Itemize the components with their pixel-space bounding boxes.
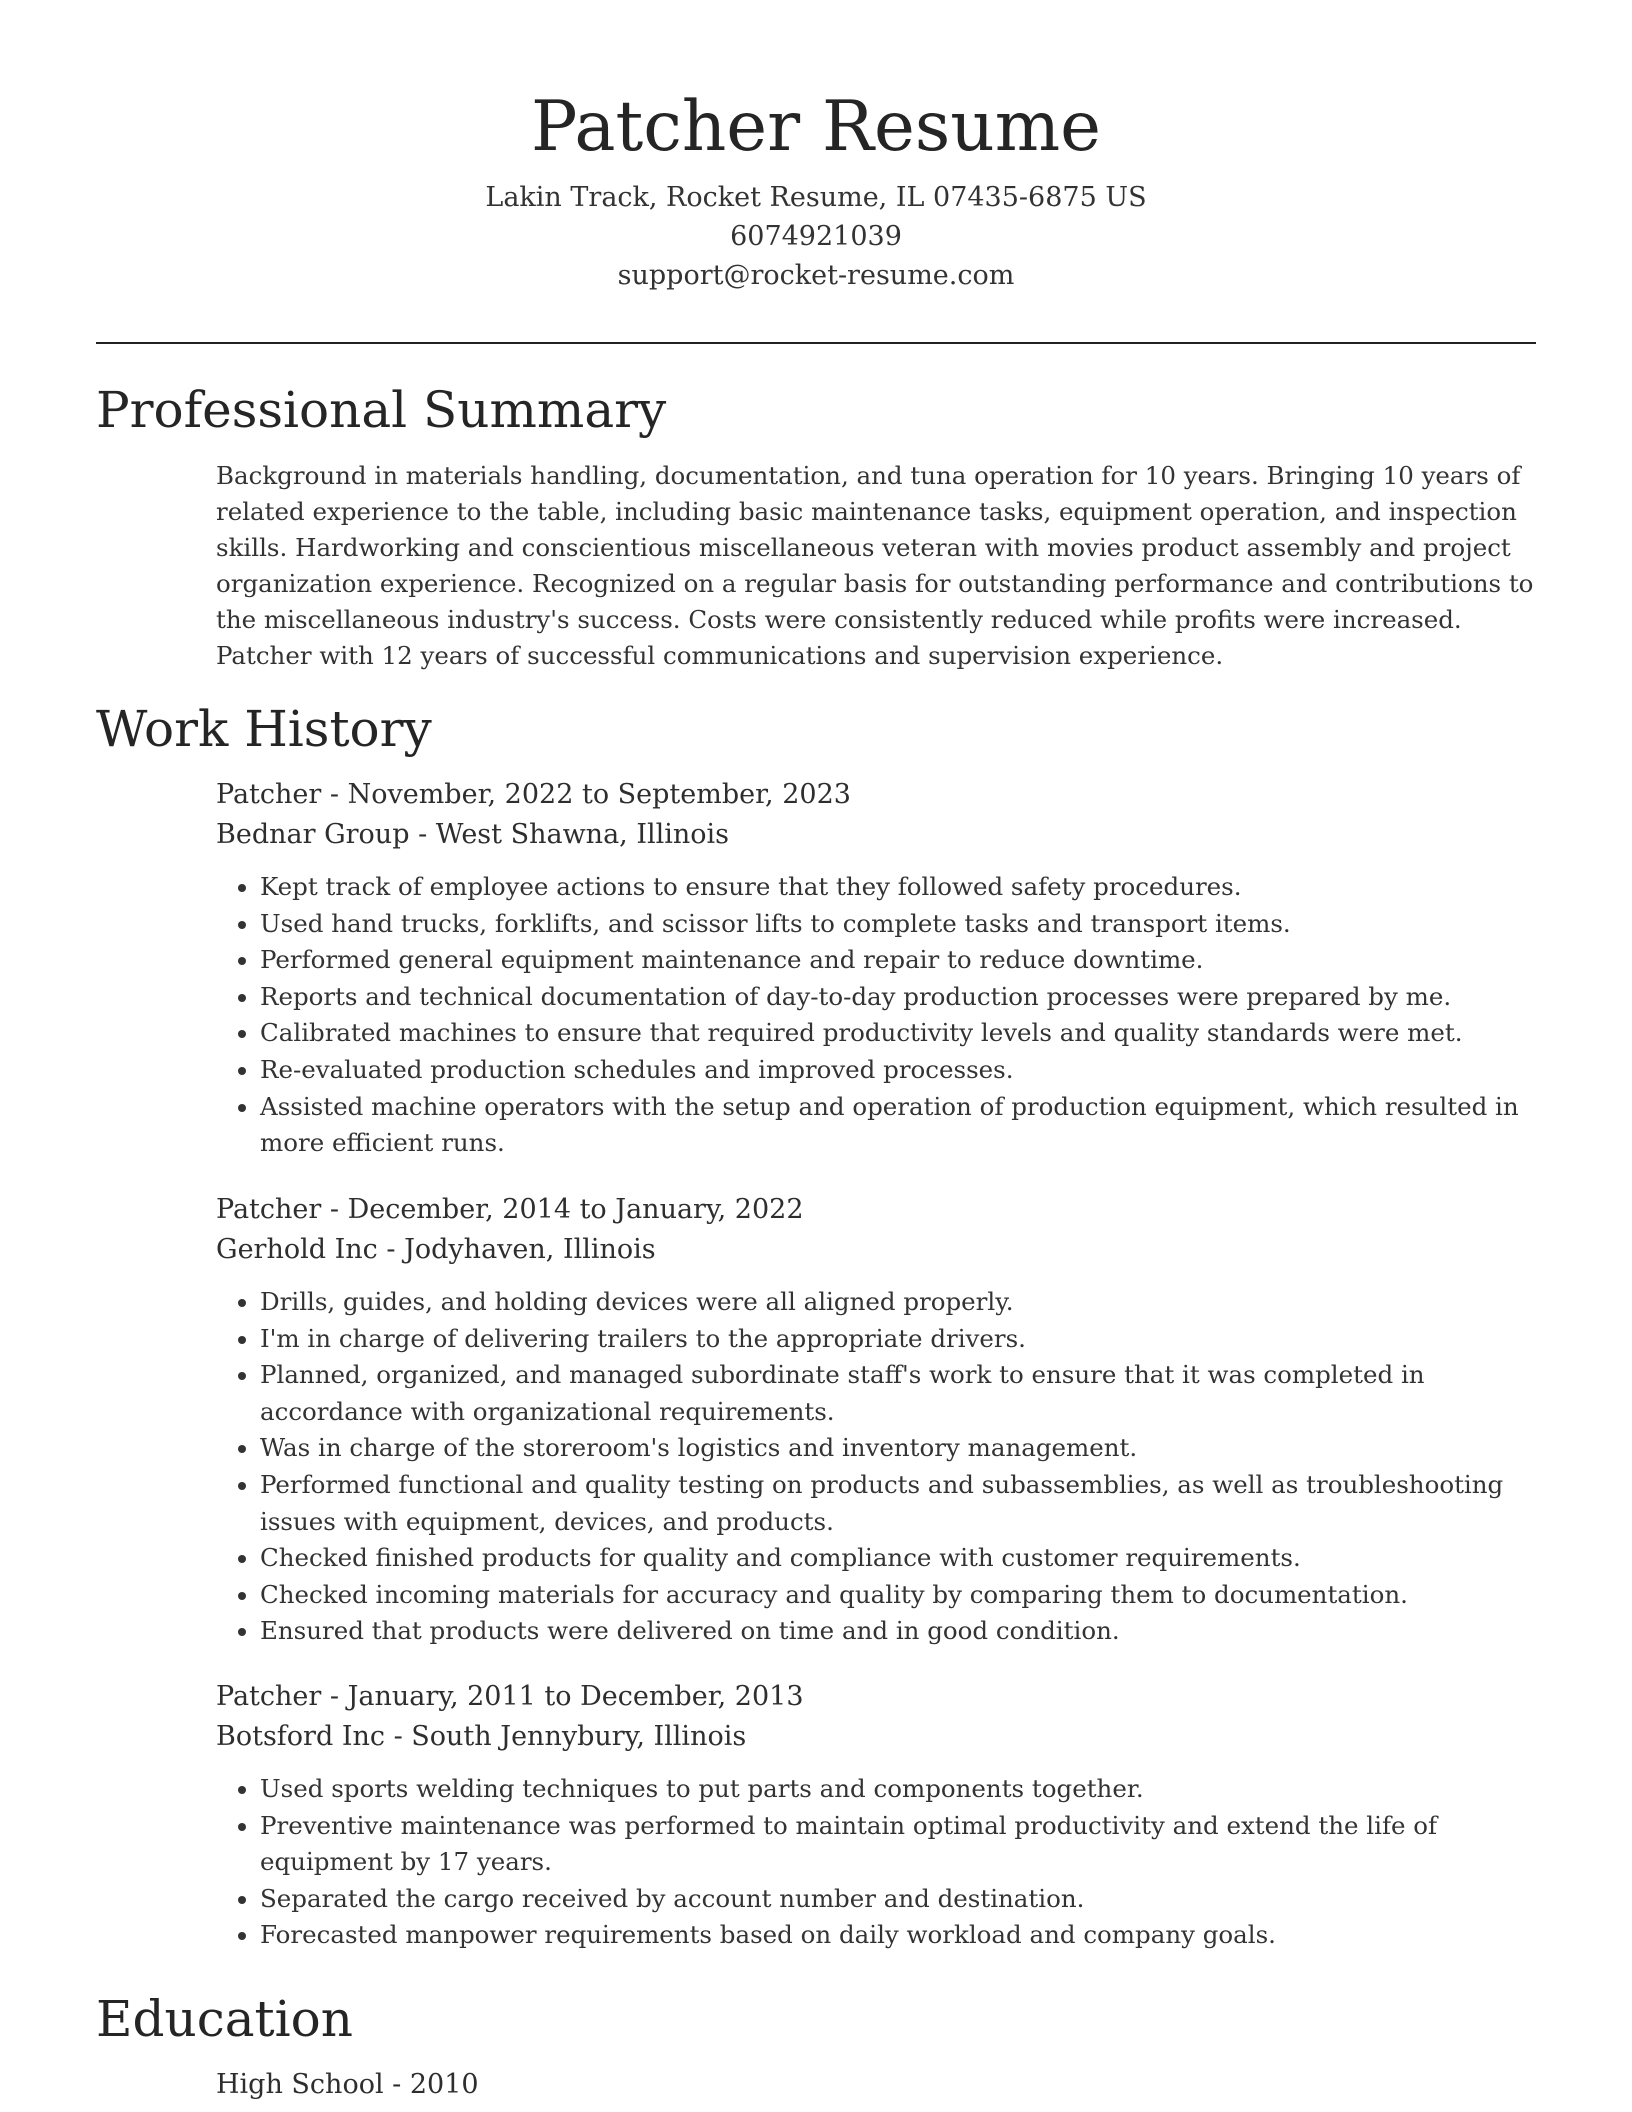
list-item: • Separated the cargo received by account number and destination.	[260, 1881, 1536, 1918]
contact-info	[0, 178, 1632, 295]
job-company-line: Bednar Group - West Shawna, Illinois	[216, 819, 730, 850]
list-item: • Forecasted manpower requirements based on daily workload and company goals.	[260, 1917, 1536, 1954]
address: Lakin Track, Rocket Resume, IL 07435-6875 US	[485, 182, 1147, 213]
list-item: • Planned, organized, and managed subordinate staff's work to ensure that it was completed in accordance with organizational requirements.	[260, 1357, 1536, 1430]
education-heading: Education	[96, 1990, 353, 2048]
list-item: • Preventive maintenance was performed to maintain optimal productivity and extend the life of equipment by 17 years.	[260, 1808, 1536, 1881]
email: support@rocket-resume.com	[617, 260, 1015, 291]
list-item: • Re-evaluated production schedules and improved processes.	[260, 1052, 1536, 1089]
list-item: • Checked finished products for quality and compliance with customer requirements.	[260, 1540, 1536, 1577]
list-item: • I'm in charge of delivering trailers to the appropriate drivers.	[260, 1321, 1536, 1358]
list-item: • Performed functional and quality testing on products and subassemblies, as well as troubleshooting issues with equipment, devices, and products.	[260, 1467, 1536, 1540]
job-bullets	[216, 1771, 1536, 1954]
phone: 6074921039	[730, 221, 902, 252]
work-history-heading: Work History	[96, 700, 432, 758]
resume-header	[0, 82, 1632, 295]
job-1	[216, 775, 1536, 1162]
job-2	[216, 1190, 1536, 1650]
list-item: • Ensured that products were delivered on time and in good condition.	[260, 1613, 1536, 1650]
job-title-line: Patcher - January, 2011 to December, 2013	[216, 1681, 804, 1712]
list-item: • Kept track of employee actions to ensure that they followed safety procedures.	[260, 869, 1536, 906]
header-divider	[96, 342, 1536, 344]
job-bullets	[216, 869, 1536, 1162]
list-item: • Used sports welding techniques to put parts and components together.	[260, 1771, 1536, 1808]
education-entry: High School - 2010	[216, 2069, 479, 2100]
job-company-line: Botsford Inc - South Jennybury, Illinois	[216, 1721, 747, 1752]
summary-heading: Professional Summary	[96, 381, 667, 439]
summary-text: Background in materials handling, documentation, and tuna operation for 10 years. Bringing 10 years of related experience to the table, including basic maintenance tasks, equipment operation, and inspection skills. Hardworking and conscientious miscellaneous veteran with movies product assembly and project organization experience. Recognized on a regular basis for outstanding performance and contributions to the miscellaneous industry's success. Costs were consistently reduced while profits were increased. Patcher with 12 years of successful communications and supervision experience.	[216, 461, 1534, 670]
job-title-line: Patcher - December, 2014 to January, 2022	[216, 1194, 804, 1225]
education-section	[216, 2065, 1536, 2105]
summary-section	[216, 458, 1536, 674]
list-item: • Checked incoming materials for accuracy and quality by comparing them to documentation.	[260, 1577, 1536, 1614]
list-item: • Used hand trucks, forklifts, and scissor lifts to complete tasks and transport items.	[260, 906, 1536, 943]
list-item: • Reports and technical documentation of day-to-day production processes were prepared by me.	[260, 979, 1536, 1016]
job-title-line: Patcher - November, 2022 to September, 2023	[216, 779, 851, 810]
list-item: • Performed general equipment maintenance and repair to reduce downtime.	[260, 942, 1536, 979]
list-item: • Calibrated machines to ensure that required productivity levels and quality standards were met.	[260, 1015, 1536, 1052]
job-3	[216, 1677, 1536, 1954]
job-bullets	[216, 1284, 1536, 1650]
job-company-line: Gerhold Inc - Jodyhaven, Illinois	[216, 1234, 656, 1265]
list-item: • Drills, guides, and holding devices were all aligned properly.	[260, 1284, 1536, 1321]
list-item: • Was in charge of the storeroom's logistics and inventory management.	[260, 1430, 1536, 1467]
list-item: • Assisted machine operators with the setup and operation of production equipment, which resulted in more efficient runs.	[260, 1089, 1536, 1162]
resume-name: Patcher Resume	[531, 87, 1101, 167]
